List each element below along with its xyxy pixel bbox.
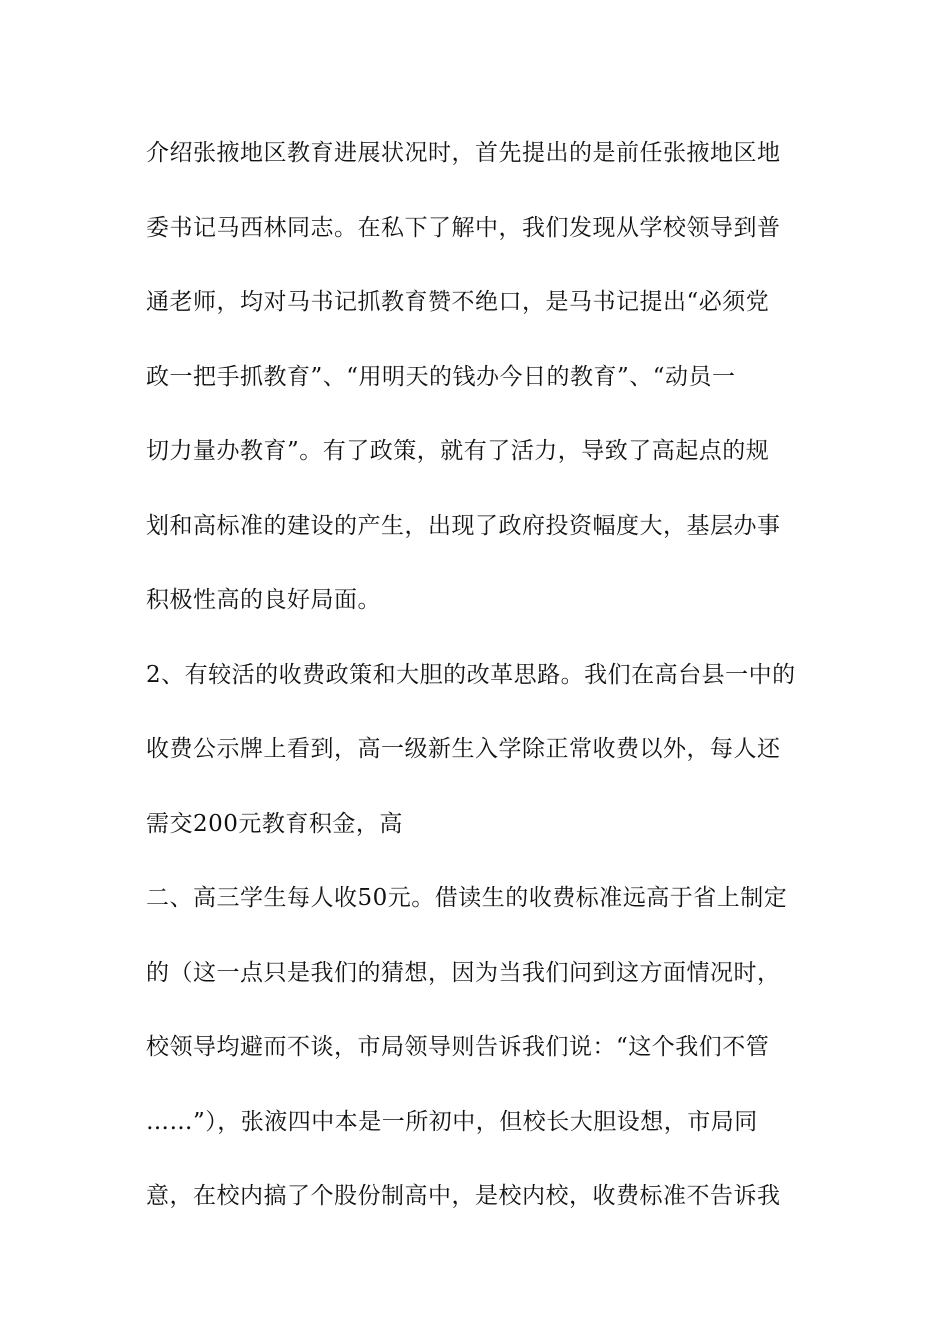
text-line: 委书记马西林同志。在私下了解中，我们发现从学校领导到普: [146, 214, 781, 241]
document-body: [146, 134, 811, 1252]
text-line: 二、高三学生每人收50元。借读生的收费标准远高于省上制定: [146, 885, 788, 911]
text-line: 积极性高的良好局面。: [146, 587, 381, 613]
text-line: 切力量办教育”。有了政策，就有了活力，导致了高起点的规: [146, 438, 770, 464]
text-line: 2、有较活的收费政策和大胆的改革思路。我们在高台县一中的: [146, 661, 796, 688]
text-line: 政一把手抓教育”、“用明天的钱办今日的教育”、“动员一: [146, 363, 736, 390]
text-line: 收费公示牌上看到，高一级新生入学除正常收费以外，每人还: [146, 736, 781, 762]
text-line: ……”），张液四中本是一所初中，但校长大胆设想，市局同: [146, 1108, 758, 1135]
text-line: 划和高标准的建设的产生，出现了政府投资幅度大，基层办事: [146, 512, 781, 539]
text-line: 介绍张掖地区教育进展状况时，首先提出的是前任张掖地区地: [146, 140, 781, 166]
text-line: 意，在校内搞了个股份制高中，是校内校，收费标准不告诉我: [146, 1183, 781, 1209]
text-line: 通老师，均对马书记抓教育赞不绝口，是马书记提出“必须党: [146, 289, 770, 315]
text-line: 需交200元教育积金，高: [146, 810, 403, 837]
text-line: 的（这一点只是我们的猜想，因为当我们问到这方面情况时，: [146, 959, 781, 986]
text-line: 校领导均避而不谈，市局领导则告诉我们说：“这个我们不管: [146, 1034, 770, 1060]
